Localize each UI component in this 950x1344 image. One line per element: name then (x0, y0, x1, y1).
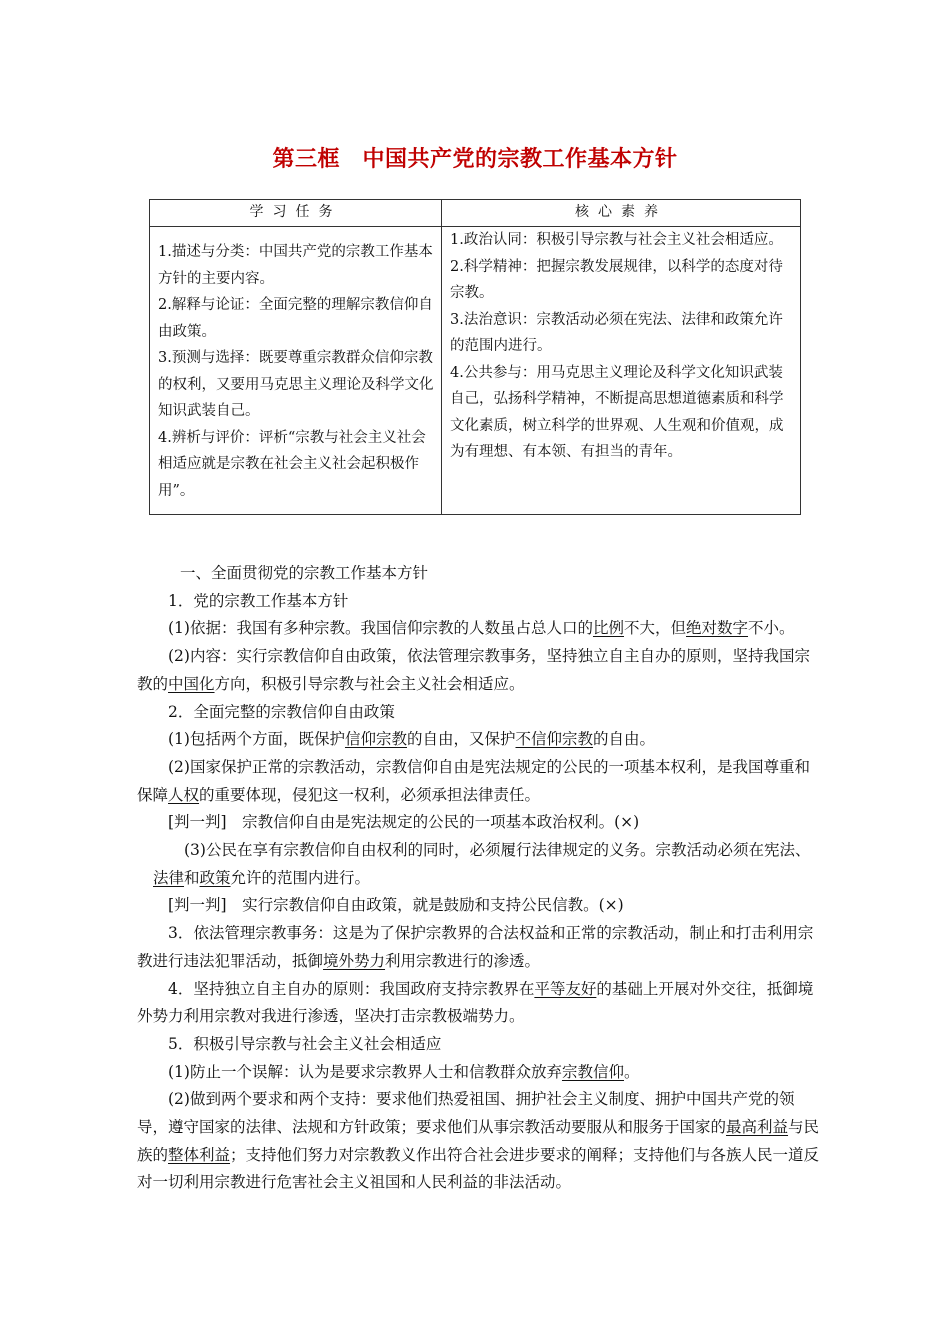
text: 利用宗教进行的渗透。 (385, 951, 541, 970)
text: (1)防止一个误解：认为是要求宗教界人士和信教群众放弃 (168, 1062, 562, 1081)
page-title: 第三框 中国共产党的宗教工作基本方针 (272, 147, 678, 172)
underlined-answer: 境外势力 (323, 951, 386, 970)
objectives-table (149, 199, 801, 515)
task-item: 3.预测与选择：既要尊重宗教群众信仰宗教的权利，又要用马克思主义理论及科学文化知识武装自己。 (158, 350, 434, 419)
literacy-item: 2.科学精神：把握宗教发展规律，以科学的态度对待宗教。 (450, 258, 783, 301)
text: (2)做到两个要求和两个支持：要求他们热爱祖国、拥护社会主义制度、拥护中国共产党的领导，遵守国家的法律、法规和方针政策；要求他们从事宗教活动要服从和服务于国家的 (137, 1090, 795, 1137)
paragraph (137, 920, 823, 975)
literacy-item: 4.公共参与：用马克思主义理论及科学文化知识武装自己，弘扬科学精神，不断提高思想道德素质和科学文化素质，树立科学的世界观、人生观和价值观，成为有理想、有本领、有担当的青年。 (450, 364, 784, 460)
underlined-answer: 法律 (153, 868, 185, 887)
paragraph (137, 643, 823, 698)
underlined-answer: 中国化 (168, 674, 215, 693)
literacy-item: 1.政治认同：积极引导宗教与社会主义社会相适应。 (450, 232, 783, 248)
core-literacy-cell (442, 227, 801, 515)
paragraph (137, 837, 823, 892)
text: (2)国家保护正常的宗教活动，宗教信仰自由是宪法规定的公民的一项基本权利，是我国尊重和保障 (137, 757, 810, 804)
underlined-answer: 绝对数字 (686, 619, 749, 638)
judge-item: [判一判] 宗教信仰自由是宪法规定的公民的一项基本政治权利。(×) (168, 813, 640, 832)
table-row (150, 227, 801, 515)
text: 的自由，又保护 (406, 730, 516, 749)
literacy-item: 3.法治意识：宗教活动必须在宪法、法律和政策允许的范围内进行。 (450, 311, 783, 354)
table-header-row (150, 200, 801, 227)
body-content (137, 560, 823, 1197)
task-item: 2.解释与论证：全面完整的理解宗教信仰自由政策。 (158, 297, 433, 340)
text: 允许的范围内进行。 (230, 868, 371, 887)
task-item: 1.描述与分类：中国共产党的宗教工作基本方针的主要内容。 (158, 244, 433, 287)
section-heading: 一、全面贯彻党的宗教工作基本方针 (180, 564, 429, 582)
text: ；支持他们努力对宗教教义作出符合社会进步要求的阐释；支持他们与各族人民一道反对一切利用宗教进行危害社会主义祖国和人民利益的非法活动。 (137, 1145, 820, 1192)
paragraph (137, 1059, 823, 1087)
subsection-heading: 2．全面完整的宗教信仰自由政策 (168, 702, 395, 721)
underlined-answer: 最高利益 (726, 1118, 789, 1137)
text: (3)公民在享有宗教信仰自由权利的同时，必须履行法律规定的义务。宗教活动必须在宪法、 (184, 841, 811, 860)
subsection-heading: 1．党的宗教工作基本方针 (168, 591, 349, 610)
text: 。 (623, 1062, 640, 1081)
paragraph (137, 754, 823, 809)
underlined-answer: 平等友好 (534, 979, 597, 998)
text: 不大，但 (623, 619, 686, 638)
judge-item: [判一判] 实行宗教信仰自由政策，就是鼓励和支持公民信教。(×) (168, 896, 624, 915)
paragraph (137, 976, 823, 1031)
text: 的重要体现，侵犯这一权利，必须承担法律责任。 (199, 785, 541, 804)
text: 和 (184, 868, 200, 887)
text: 的自由。 (593, 730, 656, 749)
text: 与民族的 (137, 1118, 820, 1164)
learning-tasks-cell (150, 227, 442, 515)
paragraph (137, 1086, 823, 1197)
text: 4．坚持独立自主自办的原则：我国政府支持宗教界在 (168, 979, 535, 998)
text: (1)依据：我国有多种宗教。我国信仰宗教的人数虽占总人口的 (168, 619, 593, 638)
paragraph (137, 726, 823, 754)
paragraph (137, 615, 823, 643)
text: 不小。 (748, 619, 795, 638)
underlined-answer: 人权 (168, 785, 200, 804)
text: (2)内容：实行宗教信仰自由政策，依法管理宗教事务，坚持独立自主自办的原则，坚持我国宗教的 (137, 647, 810, 693)
header-learning-tasks: 学习任务 (150, 200, 442, 227)
underlined-answer: 宗教信仰 (561, 1062, 624, 1081)
header-core-literacy: 核心素养 (442, 200, 801, 227)
text: 3．依法管理宗教事务：这是为了保护宗教界的合法权益和正常的宗教活动，制止和打击利用宗教进行违法犯罪活动，抵御 (137, 924, 814, 970)
underlined-answer: 信仰宗教 (344, 730, 407, 749)
underlined-answer: 不信仰宗教 (515, 730, 594, 749)
text: 的基础上开展对外交往，抵御境外势力利用宗教对我进行渗透，坚决打击宗教极端势力。 (137, 979, 814, 1026)
task-item: 4.辨析与评价：评析“宗教与社会主义社会相适应就是宗教在社会主义社会起积极作用”。 (158, 429, 426, 499)
underlined-answer: 政策 (199, 868, 231, 887)
text: 方向，积极引导宗教与社会主义社会相适应。 (214, 674, 525, 693)
subsection-heading: 5．积极引导宗教与社会主义社会相适应 (168, 1034, 442, 1053)
underlined-answer: 比例 (592, 619, 624, 638)
underlined-answer: 整体利益 (168, 1145, 231, 1164)
text: (1)包括两个方面，既保护 (168, 730, 345, 749)
